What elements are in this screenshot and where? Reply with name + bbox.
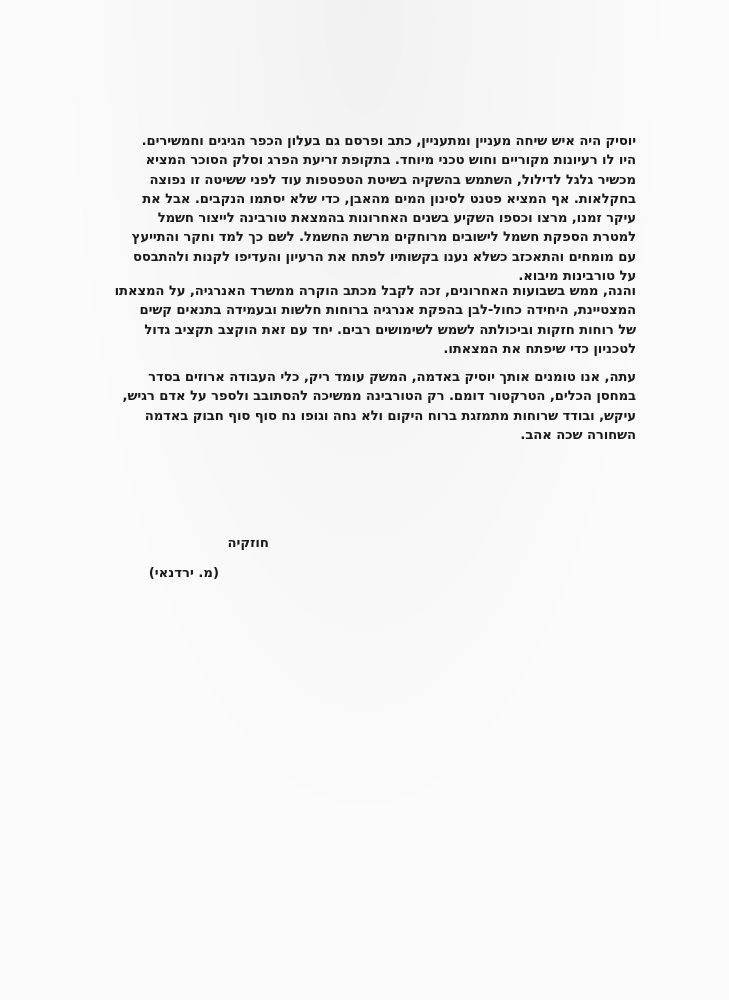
paragraph-line: והנה, ממש בשבועות האחרונים, זכה לקבל מכתב הוקרה ממשרד האנרגיה, על המצאתו — [114, 284, 636, 299]
paragraph-line: מכשיר גלגל לדילול, השתמש בהשקיה בשיטת הטפטפות עוד לפני ששיטה זו נפוצה — [149, 172, 636, 188]
paragraph-line: השחורה שכה אהב. — [520, 427, 636, 443]
signature-credit: (מ. ירדנאי) — [148, 566, 219, 581]
paragraph-line: עיקר זמנו, מרצו וכספו השקיע בשנים האחרונות בהמצאת טורבינה לייצור חשמל — [157, 211, 636, 227]
signature-name: חוזקיה — [227, 536, 269, 551]
paragraph-line: בחקלאות. אף המציא פטנט לסינון המים מהאבן, כדי שלא יסתמו הנקבים. אבל את — [142, 191, 636, 207]
paragraph-line: במחסן הכלים, הטרקטור דומם. רק הטורבינה ממשיכה להסתובב ולספר על אדם רגיש, — [122, 389, 636, 405]
paragraph-line: על טורבינות מיבוא. — [518, 269, 636, 285]
paragraph-line: של רוחות חזקות וביכולתה לשמש לשימושים רבים. יחד עם זאת הוקצב תקציב גדול — [144, 322, 636, 338]
paragraph-line: עיקש, ובודד שרוחות מתמזגת ברוח היקום ולא נחה וגופו נח סוף סוף חבוק באדמה — [144, 408, 636, 424]
paragraph-line: עתה, אנו טומנים אותך יוסיק באדמה, המשק עומד ריק, כלי העבודה ארוזים בסדר — [148, 370, 636, 385]
paragraph-line: עם מומחים והתאכזב כשלא נענו בקשותיו לפתח את הרעיון והעדיפו לקנות ולהתבסס — [133, 249, 636, 265]
paragraph-line: היו לו רעיונות מקוריים וחוש טכני מיוחד. בתקופת זריעת הפרג וסלק הסוכר המציא — [145, 153, 636, 169]
paragraph-2 — [80, 282, 636, 359]
paragraph-1 — [80, 132, 636, 286]
paragraph-line: יוסיק היה איש שיחה מעניין ומתעניין, כתב ופרסם גם בעלון הכפר הגיגים וחמשירים. — [141, 134, 636, 149]
paragraph-line: למטרת הספקת חשמל לישובים מרוחקים מרשת החשמל. לשם כך למד וחקר והתייעץ — [131, 230, 636, 246]
paragraph-line: המצטיינת, היחידה כחול-לבן בהפקת אנרגיה ברוחות חלשות ובעמידה בתנאים קשים — [139, 303, 636, 319]
paragraph-3 — [80, 368, 636, 445]
paragraph-line: לטכניון כדי שיפתח את המצאתו. — [443, 341, 636, 357]
